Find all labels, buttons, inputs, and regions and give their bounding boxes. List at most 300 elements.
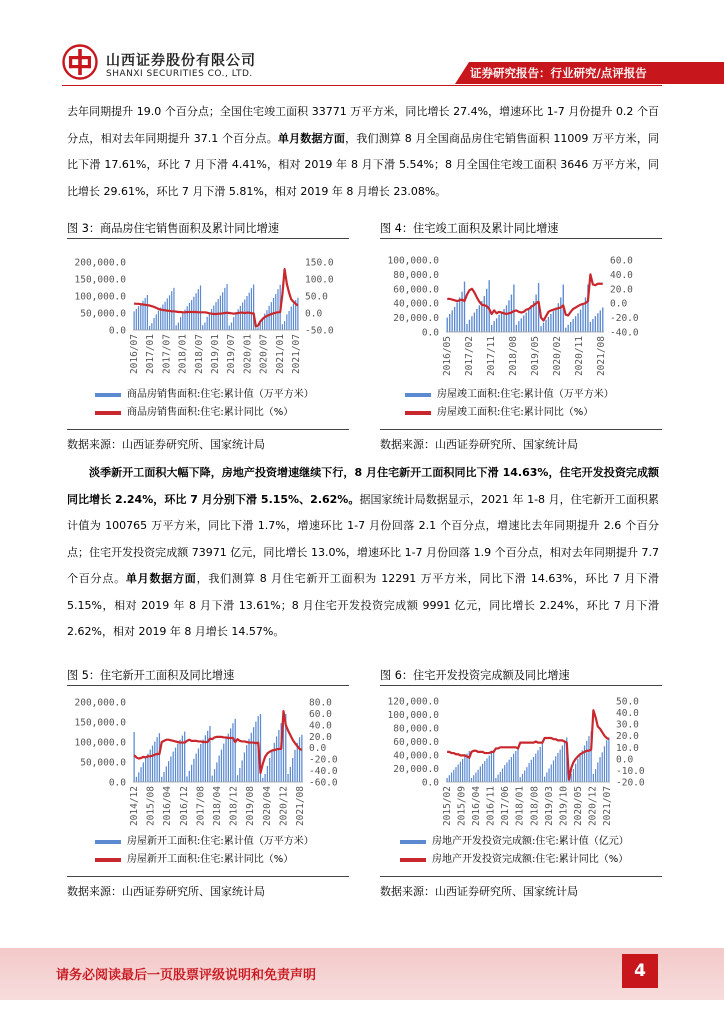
bar <box>453 770 454 782</box>
bar <box>241 760 242 782</box>
bar <box>553 311 554 332</box>
bar <box>540 326 541 332</box>
bar <box>153 318 154 330</box>
legend-label: 房地产开发投资完成额:住宅:累计值（亿元） <box>432 836 629 847</box>
bar <box>246 745 247 782</box>
fig4-svg <box>380 244 662 379</box>
left-axis-tick: 0.0 <box>108 777 126 789</box>
bar <box>560 750 561 782</box>
right-axis-tick: -10.0 <box>616 765 645 777</box>
left-axis-tick: 100,000.0 <box>74 737 126 749</box>
bar <box>291 307 292 330</box>
bar <box>493 321 494 332</box>
bar <box>262 778 263 782</box>
x-axis-tick: 2019/08 <box>245 786 257 827</box>
line-swatch <box>400 858 426 862</box>
page-header <box>0 0 724 92</box>
bar <box>224 288 225 330</box>
bar <box>164 302 165 330</box>
bar <box>292 758 293 782</box>
bar <box>456 302 457 332</box>
bar <box>459 297 460 332</box>
bar <box>264 774 265 782</box>
bar <box>543 323 544 332</box>
x-axis-tick: 2021/07 <box>602 786 613 827</box>
right-axis-tick: 40.0 <box>616 708 639 720</box>
bar <box>149 326 150 330</box>
x-axis-tick: 2021/07 <box>291 334 302 375</box>
x-axis-tick: 2017/06 <box>500 786 512 827</box>
bar <box>586 741 587 782</box>
bar <box>595 769 596 782</box>
bar <box>449 314 450 332</box>
x-axis-tick: 2019/01 <box>210 334 221 375</box>
bar <box>170 756 171 782</box>
legend-label: 商品房销售面积:住宅:累计值（万平方米） <box>127 389 314 400</box>
x-axis-tick: 2019/07 <box>226 334 238 375</box>
bar <box>184 732 185 782</box>
line-swatch <box>405 411 431 415</box>
x-axis-tick: 2018/12 <box>228 786 240 827</box>
bar <box>449 775 450 782</box>
right-axis-tick: 80.0 <box>309 697 332 709</box>
bar <box>276 736 277 782</box>
bar <box>290 767 291 782</box>
bar <box>251 733 252 782</box>
bar <box>486 758 487 782</box>
x-axis-tick: 2017/11 <box>486 336 497 377</box>
bar <box>191 300 192 330</box>
bar <box>162 305 163 331</box>
paragraph-2-bold: 淡季新开工面积大幅下降，房地产投资增速继续下行，8 月住宅新开工面积同比下滑 14.63%，住宅开发投资完成额同比增长 2.24%，环比 7 月分别下滑 5.15%、2.62%。 <box>67 466 659 506</box>
left-axis-tick: 150,000.0 <box>74 274 126 286</box>
bar <box>277 289 278 330</box>
page-number: 4 <box>622 954 658 988</box>
bar <box>214 769 215 782</box>
left-axis-tick: 60,000.0 <box>393 284 439 296</box>
bar <box>228 734 229 782</box>
right-axis-tick: 0.0 <box>610 298 628 310</box>
x-axis-tick: 2016/05 <box>442 336 453 377</box>
bar <box>544 777 545 782</box>
bar <box>216 762 217 782</box>
x-axis-tick: 2017/01 <box>145 334 157 375</box>
bar-swatch <box>95 393 121 397</box>
bar <box>187 306 188 330</box>
header-divider <box>62 85 662 86</box>
bar <box>548 769 549 783</box>
bar <box>524 771 525 782</box>
bar <box>604 746 605 782</box>
bar-swatch <box>400 840 426 844</box>
bar <box>447 778 448 782</box>
bar <box>530 305 531 332</box>
bar <box>482 764 483 782</box>
bar <box>297 743 298 782</box>
paragraph-2-text2: ，我们测算 8 月住宅新开工面积为 12291 万平方米，同比下滑 14.63%，环比 7 月下滑 5.15%，相对 2019 年 8 月下滑 13.61%；8 月住宅开发投资完成额 9991 亿元，同比增长 2.24%，环比 7 月下滑 2.62%，相对 2019 年 8 月增长 14.57%。 <box>67 572 660 638</box>
bar <box>493 750 494 782</box>
left-axis-tick: 100,000.0 <box>74 291 126 303</box>
x-axis-tick: 2016/04 <box>471 786 483 827</box>
right-axis-tick: 20.0 <box>610 284 633 296</box>
bar <box>582 305 583 332</box>
x-axis-tick: 2016/07 <box>129 334 140 375</box>
x-axis-tick: 2019/03 <box>543 786 555 827</box>
bar <box>454 307 455 332</box>
x-axis-tick: 2020/04 <box>261 786 273 827</box>
x-axis-tick: 2020/05 <box>572 786 584 827</box>
bar <box>225 738 226 782</box>
bar <box>286 314 287 330</box>
bar <box>179 740 180 782</box>
bar <box>548 317 549 332</box>
legend-label: 房屋竣工面积:住宅:累计同比（%） <box>437 407 594 418</box>
paragraph-1-bold: 单月数据方面 <box>277 131 346 145</box>
bar <box>509 760 510 782</box>
bar <box>175 748 176 782</box>
bar <box>522 774 523 782</box>
bar <box>476 309 477 332</box>
bar <box>491 325 492 332</box>
bar <box>202 325 203 330</box>
bar <box>497 775 498 782</box>
bar <box>545 320 546 332</box>
bar <box>196 754 197 782</box>
x-axis-tick: 2018/07 <box>193 334 205 375</box>
bar <box>550 314 551 332</box>
bar <box>278 730 279 782</box>
x-axis-tick: 2015/08 <box>145 786 157 827</box>
bar <box>269 306 270 330</box>
bar <box>257 327 258 330</box>
left-axis-tick: 20,000.0 <box>393 313 439 325</box>
bar <box>242 302 243 330</box>
bar <box>154 742 155 782</box>
bar <box>248 739 249 782</box>
bar <box>158 311 159 330</box>
bar <box>134 311 135 330</box>
bar <box>152 746 153 782</box>
bar <box>282 324 283 330</box>
bar <box>518 321 519 332</box>
figure-4-source: 数据来源：山西证券研究所、国家统计局 <box>380 438 578 451</box>
bar <box>223 744 224 782</box>
figure-3-rule <box>67 238 349 239</box>
x-axis-tick: 2015/02 <box>442 786 453 827</box>
bar <box>222 292 223 330</box>
left-axis-tick: 0.0 <box>108 325 126 337</box>
bar <box>496 318 497 332</box>
bar <box>266 310 267 330</box>
figure-3-chart <box>67 244 349 379</box>
bar <box>573 769 574 782</box>
right-axis-tick: 0.0 <box>616 754 634 766</box>
bar <box>466 324 467 332</box>
bar <box>161 777 162 782</box>
bar <box>560 297 561 332</box>
bar <box>221 750 222 782</box>
left-axis-tick: 40,000.0 <box>393 750 439 762</box>
bar <box>147 295 148 330</box>
figure-6-bottom-rule <box>380 876 662 877</box>
bar <box>593 774 594 782</box>
bar <box>232 723 233 782</box>
bar <box>513 754 514 782</box>
bar <box>582 750 583 782</box>
bar <box>600 310 601 332</box>
bar <box>535 295 536 332</box>
bar <box>513 284 514 332</box>
bar <box>140 303 141 330</box>
figure-3-source: 数据来源：山西证券研究所、国家统计局 <box>67 438 265 451</box>
fig5-svg <box>67 690 349 825</box>
bar <box>602 752 603 782</box>
bar <box>178 323 179 330</box>
x-axis-tick: 2014/12 <box>129 786 140 827</box>
right-axis-tick: -20.0 <box>610 313 639 325</box>
shanxi-securities-logo-icon <box>62 44 98 80</box>
figure-4-title: 图 4：住宅竣工面积及累计同比增速 <box>380 222 559 235</box>
bar <box>226 284 227 330</box>
bar <box>191 765 192 782</box>
x-axis-tick: 2020/07 <box>258 334 270 375</box>
bar <box>495 778 496 782</box>
bar <box>523 315 524 332</box>
bar <box>253 727 254 782</box>
bar <box>138 306 139 330</box>
right-axis-tick: -20.0 <box>616 777 645 789</box>
left-axis-tick: 60,000.0 <box>393 737 439 748</box>
bar <box>145 298 146 330</box>
x-axis-tick: 2020/01 <box>242 334 254 375</box>
x-axis-tick: 2021/01 <box>274 334 286 375</box>
right-axis-tick: -50.0 <box>305 325 334 337</box>
figure-6-chart <box>380 690 662 825</box>
bar <box>182 313 183 330</box>
bar <box>484 761 485 782</box>
figure-3-title: 图 3：商品房住宅销售面积及累计同比增速 <box>67 222 280 235</box>
figure-5-bottom-rule <box>67 876 349 877</box>
paragraph-2 <box>67 460 659 646</box>
bar <box>251 288 252 330</box>
bar <box>239 768 240 782</box>
figure-4-chart <box>380 244 662 379</box>
legend-label: 房地产开发投资完成额:住宅:累计同比（%） <box>432 854 629 865</box>
bar <box>156 737 157 782</box>
legend-label: 房屋竣工面积:住宅:累计值（万平方米） <box>437 389 614 400</box>
bar <box>572 319 573 332</box>
bar <box>491 753 492 782</box>
bar <box>147 754 148 782</box>
bar <box>590 322 591 332</box>
bar <box>180 317 181 330</box>
right-axis-tick: 20.0 <box>309 731 332 743</box>
bar <box>167 298 168 330</box>
bar <box>517 748 518 782</box>
bar <box>608 737 609 782</box>
fig6-svg <box>380 690 662 825</box>
x-axis-tick: 2018/04 <box>212 786 223 827</box>
bar <box>537 750 538 782</box>
bar <box>235 719 236 782</box>
bar <box>502 769 503 783</box>
bar <box>212 776 213 782</box>
bar <box>515 751 516 782</box>
left-axis-tick: 150,000.0 <box>74 717 126 729</box>
left-axis-tick: 40,000.0 <box>393 298 439 310</box>
fig3-svg <box>67 244 349 379</box>
bar <box>520 777 521 782</box>
right-axis-tick: 50.0 <box>305 291 328 303</box>
left-axis-tick: 50,000.0 <box>80 757 126 769</box>
bar <box>568 325 569 332</box>
bar <box>284 321 285 330</box>
paragraph-1-text2: ，我们测算 8 月全国商品房住宅销售面积 11009 万平方米，同比下滑 17.61%，环比 7 月下滑 4.41%，相对 2019 年 8 月下滑 5.54%；8 月全国住宅竣工面积 3646 万平方米，同比增长 29.61%，环比 7 月下滑 5.81%，相对 2019 年 8 月增长 23.08%。 <box>67 131 660 198</box>
legend-label: 房屋新开工面积:住宅:累计同比（%） <box>127 854 294 865</box>
bar <box>464 756 465 782</box>
bar <box>169 295 170 330</box>
x-axis-tick: 2017/08 <box>195 786 207 827</box>
bar <box>189 771 190 782</box>
bar <box>531 760 532 782</box>
bar <box>546 773 547 782</box>
legend-label: 商品房销售面积:住宅:累计同比（%） <box>127 407 294 418</box>
bar <box>159 733 160 782</box>
bar <box>301 735 302 782</box>
x-axis-tick: 2017/02 <box>464 336 475 377</box>
x-axis-tick: 2020/12 <box>587 786 599 827</box>
bar <box>288 311 289 330</box>
bar <box>293 303 294 330</box>
x-axis-tick: 2021/08 <box>596 336 607 377</box>
bar <box>173 288 174 330</box>
bar <box>244 752 245 782</box>
right-axis-tick: 40.0 <box>309 720 332 732</box>
bar <box>588 736 589 782</box>
bar <box>207 731 208 782</box>
bar <box>506 305 507 332</box>
bar <box>150 750 151 782</box>
bar <box>526 313 527 332</box>
bar <box>299 737 300 782</box>
bar <box>570 322 571 332</box>
bar <box>451 773 452 782</box>
bar <box>606 740 607 782</box>
x-axis-tick: 2021/08 <box>295 786 306 827</box>
bar <box>478 770 479 782</box>
bar <box>267 766 268 782</box>
bar <box>526 767 527 782</box>
bar <box>480 766 481 782</box>
bar <box>471 316 472 332</box>
bar <box>186 776 187 782</box>
bar <box>484 296 485 332</box>
left-axis-tick: 100,000.0 <box>387 255 439 267</box>
x-axis-tick: 2020/12 <box>278 786 290 827</box>
bar <box>230 728 231 782</box>
bar <box>145 758 146 782</box>
bar <box>168 761 169 782</box>
bar <box>240 306 241 330</box>
left-axis-tick: 80,000.0 <box>393 269 439 281</box>
bar <box>461 292 462 332</box>
left-axis-tick: 100,000.0 <box>387 710 439 721</box>
x-axis-tick: 2018/01 <box>177 334 189 375</box>
bar <box>479 305 480 332</box>
bar <box>271 302 272 330</box>
bar <box>156 314 157 330</box>
bar <box>475 773 476 782</box>
bar <box>177 744 178 782</box>
bar <box>193 759 194 782</box>
bar <box>143 762 144 782</box>
company-name-en: SHANXI SECURITIES CO., LTD. <box>106 69 253 79</box>
bar <box>176 325 177 330</box>
bar-swatch <box>95 840 121 844</box>
right-axis-tick: 100.0 <box>305 274 334 286</box>
bar <box>209 313 210 330</box>
bar <box>136 777 137 782</box>
figure-5-title: 图 5：住宅新开工面积及同比增速 <box>67 669 235 682</box>
bar <box>451 310 452 332</box>
legend-label: 房屋新开工面积:住宅:累计值（万平方米） <box>127 836 314 847</box>
bar <box>200 285 201 330</box>
bar <box>521 318 522 332</box>
disclaimer-text[interactable]: 请务必阅读最后一页股票评级说明和免责声明 <box>56 968 317 983</box>
bar <box>237 775 238 782</box>
bar <box>274 743 275 782</box>
left-axis-tick: 0.0 <box>421 327 439 339</box>
right-axis-tick: -60.0 <box>309 777 338 789</box>
x-axis-tick: 2017/07 <box>161 334 173 375</box>
bar <box>271 750 272 782</box>
bar <box>219 756 220 782</box>
bar <box>597 313 598 332</box>
bar <box>213 306 214 330</box>
bar <box>557 753 558 782</box>
bar <box>138 772 139 782</box>
left-axis-tick: 20,000.0 <box>393 764 439 775</box>
bar <box>136 309 137 330</box>
figure-5-chart <box>67 690 349 825</box>
bar <box>163 772 164 782</box>
bar <box>562 746 563 782</box>
figure-6-title: 图 6：住宅开发投资完成额及同比增速 <box>380 669 570 682</box>
bar <box>458 764 459 782</box>
right-axis-tick: 0.0 <box>305 308 323 320</box>
left-axis-tick: 80,000.0 <box>393 723 439 735</box>
bar <box>204 323 205 330</box>
paragraph-2-text: 据国家统计局数据显示，2021 年 1-8 月，住宅新开工面积累计值为 100765 万平方米，同比下滑 1.7%，增速环比 1-7 月份回落 2.1 个百分点，增速比去年同期提升 2.6 个百分点；住宅开发投资完成额 73971 亿元，同比增长 13.0%，增速环比 1-7 月份回落 1.9 个百分点，相对去年同期提升 7.7 个百分点。 <box>67 492 659 585</box>
bar <box>249 293 250 330</box>
bar <box>511 757 512 782</box>
line-swatch <box>95 411 121 415</box>
bar <box>553 760 554 782</box>
left-axis-tick: 200,000.0 <box>74 697 126 709</box>
bar <box>500 772 501 782</box>
bar <box>508 300 509 332</box>
bar <box>540 747 541 782</box>
right-axis-tick: 30.0 <box>616 719 639 731</box>
figure-6-rule <box>380 685 662 686</box>
company-name-cn: 山西证券股份有限公司 <box>106 53 256 69</box>
x-axis-tick: 2018/08 <box>529 786 541 827</box>
bar <box>471 778 472 782</box>
bar <box>198 289 199 330</box>
bar <box>193 297 194 330</box>
paragraph-1-text: 去年同期提升 19.0 个百分点；全国住宅竣工面积 33771 万平方米，同比增长 27.4%，增速环比 1-7 月份提升 0.2 个百分点，相对去年同期提升 37.1 个百分点。 <box>67 105 659 145</box>
bar <box>506 762 507 782</box>
